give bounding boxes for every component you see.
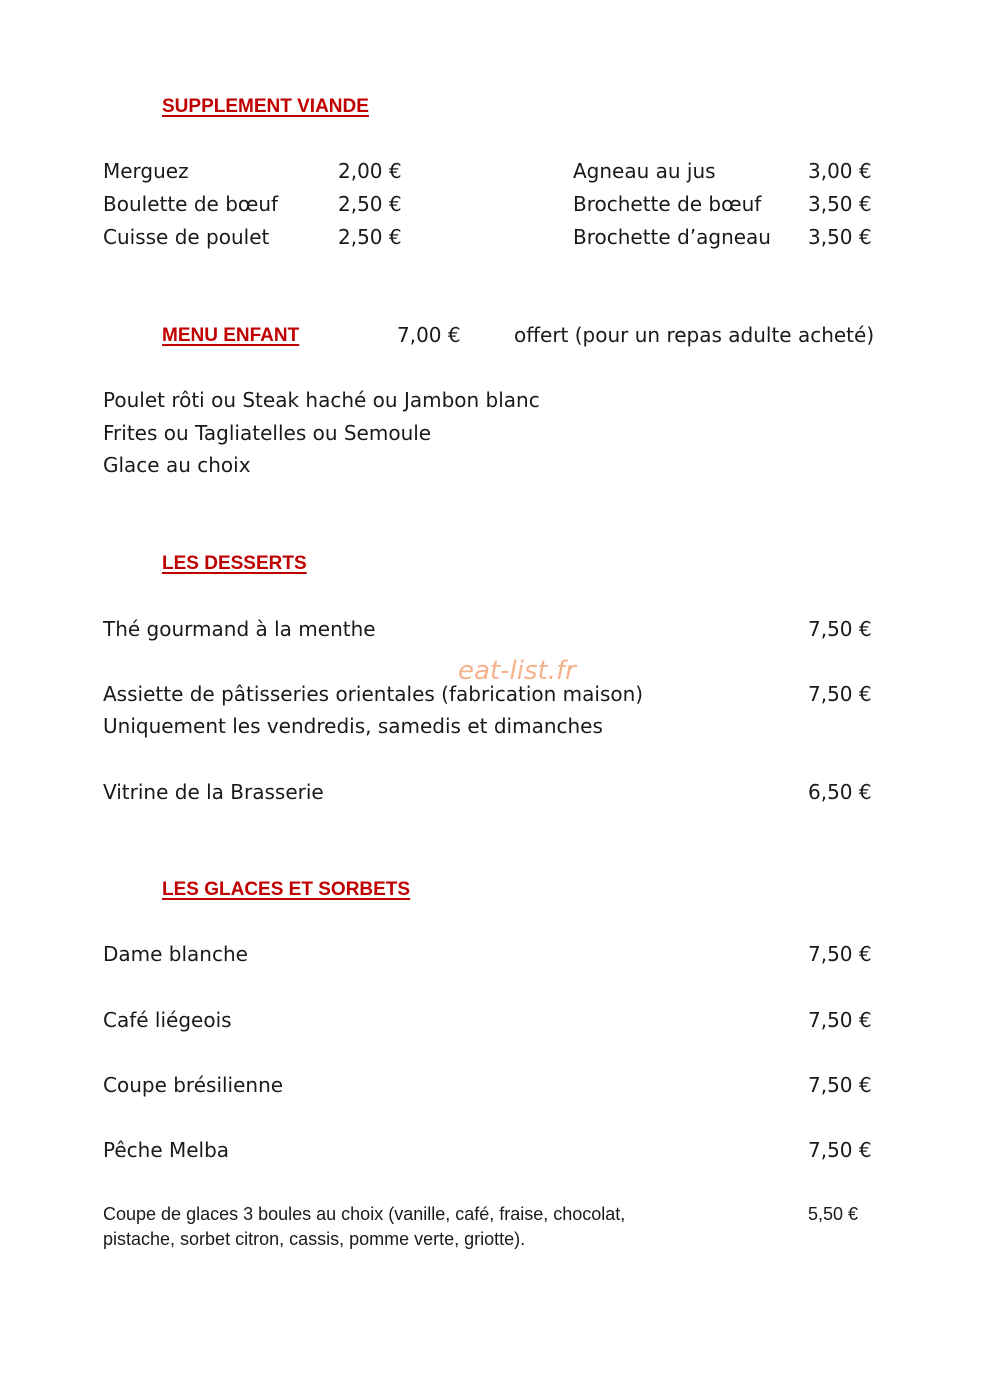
- supplement-item-price: 2,50 €: [338, 192, 402, 216]
- dessert-item-note: Uniquement les vendredis, samedis et dimanches: [103, 714, 603, 738]
- menu-enfant-line: Glace au choix: [103, 453, 251, 477]
- menu-enfant-price: 7,00 €: [397, 323, 461, 347]
- glace-item-name: Pêche Melba: [103, 1138, 230, 1162]
- dessert-item-price: 6,50 €: [808, 780, 872, 804]
- coupe-glaces-line: pistache, sorbet citron, cassis, pomme verte, griotte).: [103, 1229, 526, 1249]
- glace-item-price: 7,50 €: [808, 942, 872, 966]
- supplement-item-name: Brochette d’agneau: [573, 225, 771, 249]
- dessert-item-name: Vitrine de la Brasserie: [103, 780, 324, 804]
- supplement-item-name: Merguez: [103, 159, 189, 183]
- supplement-item-name: Agneau au jus: [573, 159, 716, 183]
- dessert-item-name: Thé gourmand à la menthe: [103, 617, 376, 641]
- watermark-logo: eat-list.fr: [458, 656, 576, 686]
- glace-item-price: 7,50 €: [808, 1008, 872, 1032]
- supplement-item-price: 2,00 €: [338, 159, 402, 183]
- supplement-item-name: Cuisse de poulet: [103, 225, 270, 249]
- dessert-item-price: 7,50 €: [808, 682, 872, 706]
- glace-item-name: Café liégeois: [103, 1008, 232, 1032]
- supplement-viande-heading: SUPPLEMENT VIANDE: [162, 96, 369, 117]
- supplement-item-price: 3,50 €: [808, 225, 872, 249]
- dessert-item-name: Assiette de pâtisseries orientales (fabrication maison): [103, 682, 644, 706]
- desserts-heading: LES DESSERTS: [162, 553, 307, 574]
- coupe-glaces-line: Coupe de glaces 3 boules au choix (vanille, café, fraise, chocolat,: [103, 1204, 626, 1224]
- menu-enfant-heading: MENU ENFANT: [162, 325, 300, 346]
- supplement-item-price: 2,50 €: [338, 225, 402, 249]
- dessert-item-price: 7,50 €: [808, 617, 872, 641]
- glace-item-price: 7,50 €: [808, 1073, 872, 1097]
- supplement-item-name: Boulette de bœuf: [103, 192, 279, 216]
- glace-item-price: 7,50 €: [808, 1138, 872, 1162]
- supplement-item-price: 3,50 €: [808, 192, 872, 216]
- glace-item-name: Coupe brésilienne: [103, 1073, 284, 1097]
- supplement-item-name: Brochette de bœuf: [573, 192, 762, 216]
- menu-enfant-line: Poulet rôti ou Steak haché ou Jambon blanc: [103, 388, 540, 412]
- glaces-heading: LES GLACES ET SORBETS: [162, 879, 411, 900]
- coupe-glaces-price: 5,50 €: [808, 1204, 859, 1224]
- supplement-item-price: 3,00 €: [808, 159, 872, 183]
- menu-enfant-note: offert (pour un repas adulte acheté): [514, 323, 875, 347]
- glace-item-name: Dame blanche: [103, 942, 248, 966]
- menu-enfant-line: Frites ou Tagliatelles ou Semoule: [103, 421, 432, 445]
